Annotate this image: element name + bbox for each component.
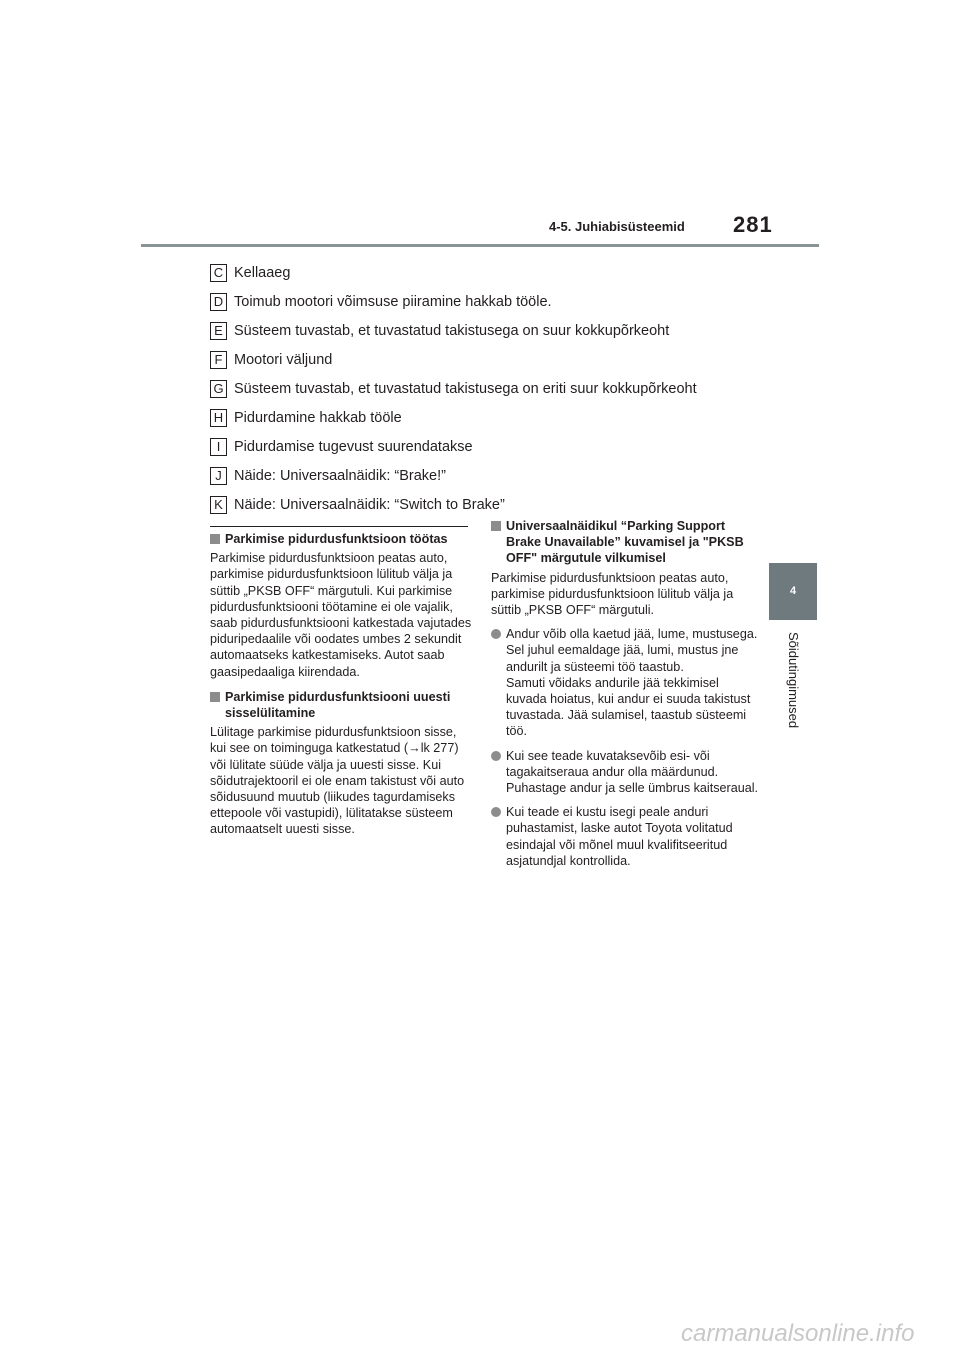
legend-text: Kellaaeg [234,265,291,282]
circle-bullet-icon [491,807,501,817]
chapter-tab [769,563,817,620]
circle-bullet-icon [491,751,501,761]
section-heading [210,689,472,721]
square-bullet-icon [210,692,220,702]
section-heading [210,531,472,547]
legend-item [210,288,770,317]
right-column [491,518,759,869]
legend-item [210,403,770,432]
section-paragraph: Lülitage parkimise pidurdusfunktsioon sisse, kui see on toiminguga katkestatud (→lk 277) või lülitate süüde välja ja uuesti sisse. Kui sõidutrajektooril ei ole enam takistust või auto sõidusuund muutub (liikudes tagurdamiseks ettepoole või vastupidi), lülitatakse süsteem automaatselt uuesti sisse. [210,725,465,837]
legend-key: K [210,496,227,514]
legend-text: Pidurdamine hakkab tööle [234,409,402,426]
legend-list [210,259,770,519]
watermark: carmanualsonline.info [681,1320,915,1347]
section-heading-text: Parkimise pidurdusfunktsiooni uuesti sisselülitamine [225,689,451,721]
section-paragraph: Parkimise pidurdusfunktsioon peatas auto, parkimise pidurdusfunktsioon lülitub välja ja süttib „PKSB OFF“ märgutuli. Kui parkimise pidurdusfunktsiooni töötamine ei ole vajalik, saab pidurdusfunktsiooni katkestada vajutades piduripedaalile või oodates umbes 2 sekundit automaatseks katkestamiseks. Autot saab gaasipedaaliga kiirendada. [210,551,472,679]
bullet-text: Andur võib olla kaetud jää, lume, mustusega. Sel juhul eemaldage jää, lumi, mustus jne andurilt ja süsteemi töö taastub. [506,627,758,674]
legend-item [210,461,770,490]
bullet-text: Kui see teade kuvataksevõib esi- või tagakaitseraua andur olla määrdunud. Puhastage andur ja selle ümbrus kaitseraual. [506,748,759,796]
legend-text: Näide: Universaalnäidik: “Brake!” [234,467,446,484]
section-paragraph: Parkimise pidurdusfunktsioon peatas auto, parkimise pidurdusfunktsioon lülitub välja ja süttib „PKSB OFF“ märgutuli. [491,570,734,618]
legend-text: Mootori väljund [234,352,333,369]
bullet-item [491,626,759,739]
legend-text: Toimub mootori võimsuse piiramine hakkab tööle. [234,294,552,311]
header-section-title: 4-5. Juhiabisüsteemid [549,219,685,234]
legend-item [210,432,770,461]
legend-key: H [210,409,227,427]
bullet-item [491,804,759,869]
legend-text: Süsteem tuvastab, et tuvastatud takistusega on eriti suur kokkupõrkeoht [234,381,697,397]
legend-text: Süsteem tuvastab, et tuvastatud takistusega on suur kokkupõrkeoht [234,323,670,340]
legend-key: I [210,438,227,456]
left-column [210,531,472,838]
spacer [210,680,472,689]
chapter-number: 4 [789,585,797,597]
bullet-text: Kui teade ei kustu isegi peale anduri puhastamist, laske autot Toyota volitatud esindajal või mõnel muul kvalifitseeritud asjatundjal kontrollida. [506,805,733,868]
bullet-extra-text: Samuti võidaks andurile jää tekkimisel kuvada hoiatus, kui andur ei suuda takistust tuvastada. Jää sulamisel, taastub süsteemi töö. [506,675,751,739]
legend-key: D [210,293,227,311]
section-heading-text: Universaalnäidikul “Parking Support Brake Unavailable” kuvamisel ja "PKSB OFF" märgutule vilkumisel [506,519,744,566]
legend-text: Pidurdamise tugevust suurendatakse [234,438,473,455]
square-bullet-icon [210,534,220,544]
header-rule [141,244,819,247]
legend-key: J [210,467,227,485]
legend-key: C [210,264,227,282]
legend-key: E [210,322,227,340]
legend-text: Näide: Universaalnäidik: “Switch to Brake” [234,496,505,513]
square-bullet-icon [491,521,501,531]
legend-key: G [210,380,227,398]
legend-item [210,346,770,375]
chapter-label: Sõidutingimused [786,632,801,729]
legend-item [210,317,770,346]
section-heading [491,518,759,567]
circle-bullet-icon [491,629,501,639]
legend-item [210,259,770,288]
column-rule [210,526,468,527]
page-number: 281 [733,212,773,237]
bullet-item [491,748,759,797]
legend-item [210,375,770,404]
legend-item [210,490,770,519]
section-heading-text: Parkimise pidurdusfunktsioon töötas [225,532,448,546]
legend-key: F [210,351,227,369]
